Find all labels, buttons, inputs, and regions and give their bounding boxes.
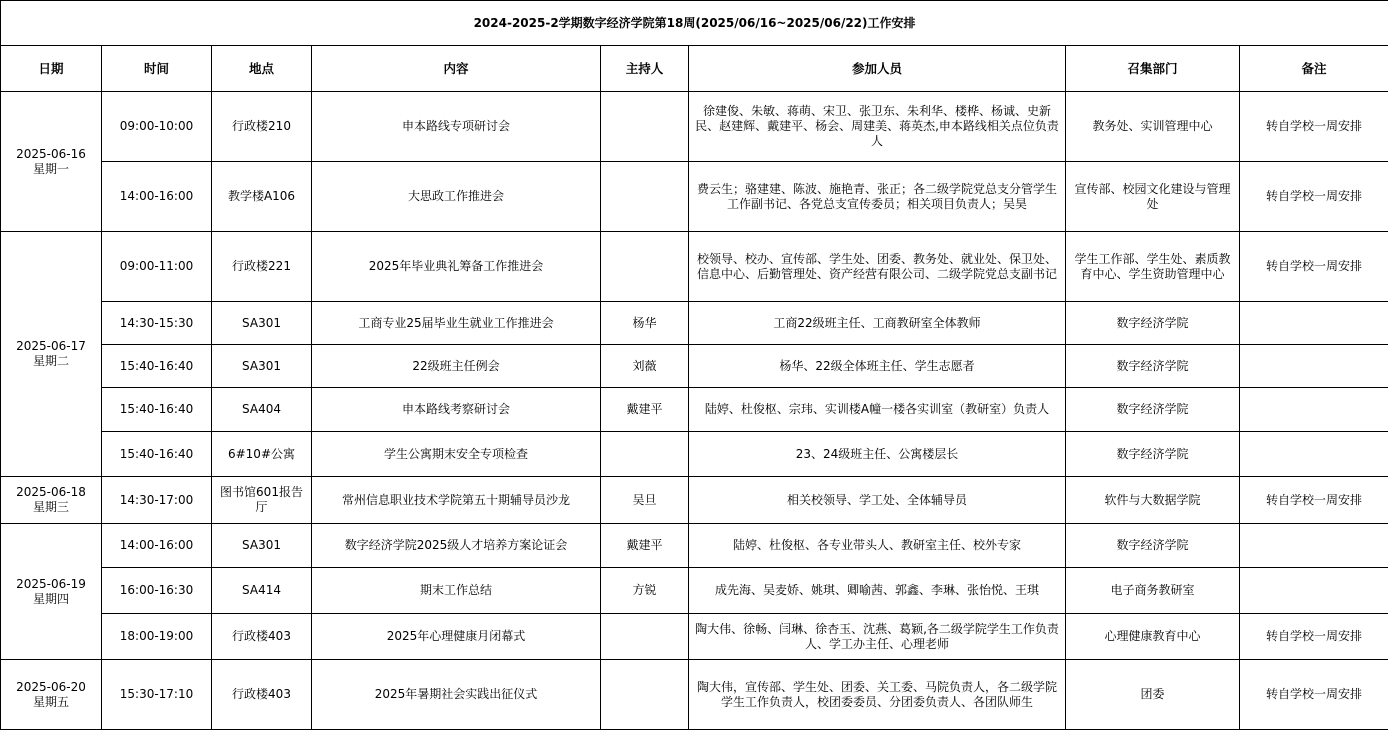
place-cell: 行政楼221 xyxy=(212,232,312,302)
participants-cell: 徐建俊、朱敏、蒋萌、宋卫、张卫东、朱利华、楼桦、杨诚、史新民、赵建辉、戴建平、杨会、周建美、蒋英杰,申本路线相关点位负责人 xyxy=(689,92,1066,162)
dept-cell: 宣传部、校园文化建设与管理处 xyxy=(1066,162,1240,232)
participants-cell: 校领导、校办、宣传部、学生处、团委、教务处、就业处、保卫处、信息中心、后勤管理处、资产经营有限公司、二级学院党总支副书记 xyxy=(689,232,1066,302)
date-cell: 2025-06-18 星期三 xyxy=(1,477,102,524)
remark-cell xyxy=(1240,388,1388,432)
dept-cell: 电子商务教研室 xyxy=(1066,568,1240,614)
table-row xyxy=(1,568,1388,614)
table-row xyxy=(1,432,1388,477)
participants-cell: 23、24级班主任、公寓楼层长 xyxy=(689,432,1066,477)
place-cell: SA301 xyxy=(212,345,312,388)
date-cell: 2025-06-19 星期四 xyxy=(1,524,102,660)
header-row xyxy=(1,46,1388,92)
remark-cell: 转自学校一周安排 xyxy=(1240,614,1388,660)
place-cell: SA301 xyxy=(212,302,312,345)
time-cell: 15:30-17:10 xyxy=(102,660,212,730)
participants-cell: 陆婷、杜俊枢、宗玮、实训楼A幢一楼各实训室（教研室）负责人 xyxy=(689,388,1066,432)
host-cell xyxy=(601,232,689,302)
table-row xyxy=(1,162,1388,232)
host-cell: 方锐 xyxy=(601,568,689,614)
dept-cell: 数字经济学院 xyxy=(1066,345,1240,388)
host-cell: 刘薇 xyxy=(601,345,689,388)
dept-cell: 数字经济学院 xyxy=(1066,524,1240,568)
time-cell: 09:00-10:00 xyxy=(102,92,212,162)
time-cell: 14:00-16:00 xyxy=(102,162,212,232)
content-cell: 学生公寓期末安全专项检查 xyxy=(312,432,601,477)
host-cell xyxy=(601,162,689,232)
host-cell: 戴建平 xyxy=(601,388,689,432)
place-cell: 行政楼403 xyxy=(212,660,312,730)
time-cell: 15:40-16:40 xyxy=(102,432,212,477)
content-cell: 2025年暑期社会实践出征仪式 xyxy=(312,660,601,730)
participants-cell: 工商22级班主任、工商教研室全体教师 xyxy=(689,302,1066,345)
participants-cell: 杨华、22级全体班主任、学生志愿者 xyxy=(689,345,1066,388)
remark-cell: 转自学校一周安排 xyxy=(1240,162,1388,232)
header-date: 日期 xyxy=(1,46,102,92)
table-row xyxy=(1,345,1388,388)
remark-cell xyxy=(1240,302,1388,345)
time-cell: 09:00-11:00 xyxy=(102,232,212,302)
table-row xyxy=(1,302,1388,345)
place-cell: SA301 xyxy=(212,524,312,568)
content-cell: 大思政工作推进会 xyxy=(312,162,601,232)
host-cell xyxy=(601,92,689,162)
dept-cell: 团委 xyxy=(1066,660,1240,730)
dept-cell: 教务处、实训管理中心 xyxy=(1066,92,1240,162)
time-cell: 16:00-16:30 xyxy=(102,568,212,614)
table-row xyxy=(1,232,1388,302)
content-cell: 期末工作总结 xyxy=(312,568,601,614)
content-cell: 22级班主任例会 xyxy=(312,345,601,388)
time-cell: 15:40-16:40 xyxy=(102,345,212,388)
remark-cell xyxy=(1240,432,1388,477)
dept-cell: 数字经济学院 xyxy=(1066,432,1240,477)
header-host: 主持人 xyxy=(601,46,689,92)
content-cell: 2025年毕业典礼筹备工作推进会 xyxy=(312,232,601,302)
place-cell: 教学楼A106 xyxy=(212,162,312,232)
participants-cell: 费云生；骆建建、陈波、施艳青、张正；各二级学院党总支分管学生工作副书记、各党总支宣传委员；相关项目负责人；吴昊 xyxy=(689,162,1066,232)
dept-cell: 心理健康教育中心 xyxy=(1066,614,1240,660)
header-remark: 备注 xyxy=(1240,46,1388,92)
remark-cell xyxy=(1240,568,1388,614)
header-time: 时间 xyxy=(102,46,212,92)
time-cell: 14:30-17:00 xyxy=(102,477,212,524)
participants-cell: 陶大伟、徐畅、闫琳、徐杏玉、沈燕、葛颖,各二级学院学生工作负责人、学工办主任、心理老师 xyxy=(689,614,1066,660)
place-cell: 图书馆601报告厅 xyxy=(212,477,312,524)
header-content: 内容 xyxy=(312,46,601,92)
content-cell: 2025年心理健康月闭幕式 xyxy=(312,614,601,660)
date-cell: 2025-06-16 星期一 xyxy=(1,92,102,232)
participants-cell: 相关校领导、学工处、全体辅导员 xyxy=(689,477,1066,524)
date-cell: 2025-06-17 星期二 xyxy=(1,232,102,477)
remark-cell xyxy=(1240,524,1388,568)
host-cell xyxy=(601,660,689,730)
host-cell xyxy=(601,614,689,660)
remark-cell: 转自学校一周安排 xyxy=(1240,232,1388,302)
table-row xyxy=(1,614,1388,660)
header-dept: 召集部门 xyxy=(1066,46,1240,92)
table-row xyxy=(1,524,1388,568)
time-cell: 18:00-19:00 xyxy=(102,614,212,660)
schedule-title: 2024-2025-2学期数字经济学院第18周(2025/06/16~2025/06/22)工作安排 xyxy=(1,1,1388,46)
host-cell xyxy=(601,432,689,477)
content-cell: 申本路线考察研讨会 xyxy=(312,388,601,432)
date-cell: 2025-06-20 星期五 xyxy=(1,660,102,730)
participants-cell: 陆婷、杜俊枢、各专业带头人、教研室主任、校外专家 xyxy=(689,524,1066,568)
content-cell: 常州信息职业技术学院第五十期辅导员沙龙 xyxy=(312,477,601,524)
header-participants: 参加人员 xyxy=(689,46,1066,92)
table-row xyxy=(1,660,1388,730)
place-cell: 6#10#公寓 xyxy=(212,432,312,477)
table-row xyxy=(1,92,1388,162)
participants-cell: 成先海、吴麦娇、姚琪、卿喻茜、郭鑫、李琳、张怡悦、王琪 xyxy=(689,568,1066,614)
dept-cell: 学生工作部、学生处、素质教育中心、学生资助管理中心 xyxy=(1066,232,1240,302)
header-place: 地点 xyxy=(212,46,312,92)
table-row xyxy=(1,477,1388,524)
participants-cell: 陶大伟，宣传部、学生处、团委、关工委、马院负责人，各二级学院学生工作负责人，校团委委员、分团委负责人、各团队师生 xyxy=(689,660,1066,730)
dept-cell: 数字经济学院 xyxy=(1066,302,1240,345)
table-row xyxy=(1,388,1388,432)
remark-cell: 转自学校一周安排 xyxy=(1240,92,1388,162)
dept-cell: 软件与大数据学院 xyxy=(1066,477,1240,524)
remark-cell: 转自学校一周安排 xyxy=(1240,477,1388,524)
time-cell: 14:00-16:00 xyxy=(102,524,212,568)
host-cell: 吴旦 xyxy=(601,477,689,524)
remark-cell xyxy=(1240,345,1388,388)
place-cell: 行政楼403 xyxy=(212,614,312,660)
content-cell: 申本路线专项研讨会 xyxy=(312,92,601,162)
dept-cell: 数字经济学院 xyxy=(1066,388,1240,432)
content-cell: 数字经济学院2025级人才培养方案论证会 xyxy=(312,524,601,568)
place-cell: SA414 xyxy=(212,568,312,614)
host-cell: 杨华 xyxy=(601,302,689,345)
content-cell: 工商专业25届毕业生就业工作推进会 xyxy=(312,302,601,345)
place-cell: SA404 xyxy=(212,388,312,432)
time-cell: 14:30-15:30 xyxy=(102,302,212,345)
host-cell: 戴建平 xyxy=(601,524,689,568)
remark-cell: 转自学校一周安排 xyxy=(1240,660,1388,730)
place-cell: 行政楼210 xyxy=(212,92,312,162)
time-cell: 15:40-16:40 xyxy=(102,388,212,432)
